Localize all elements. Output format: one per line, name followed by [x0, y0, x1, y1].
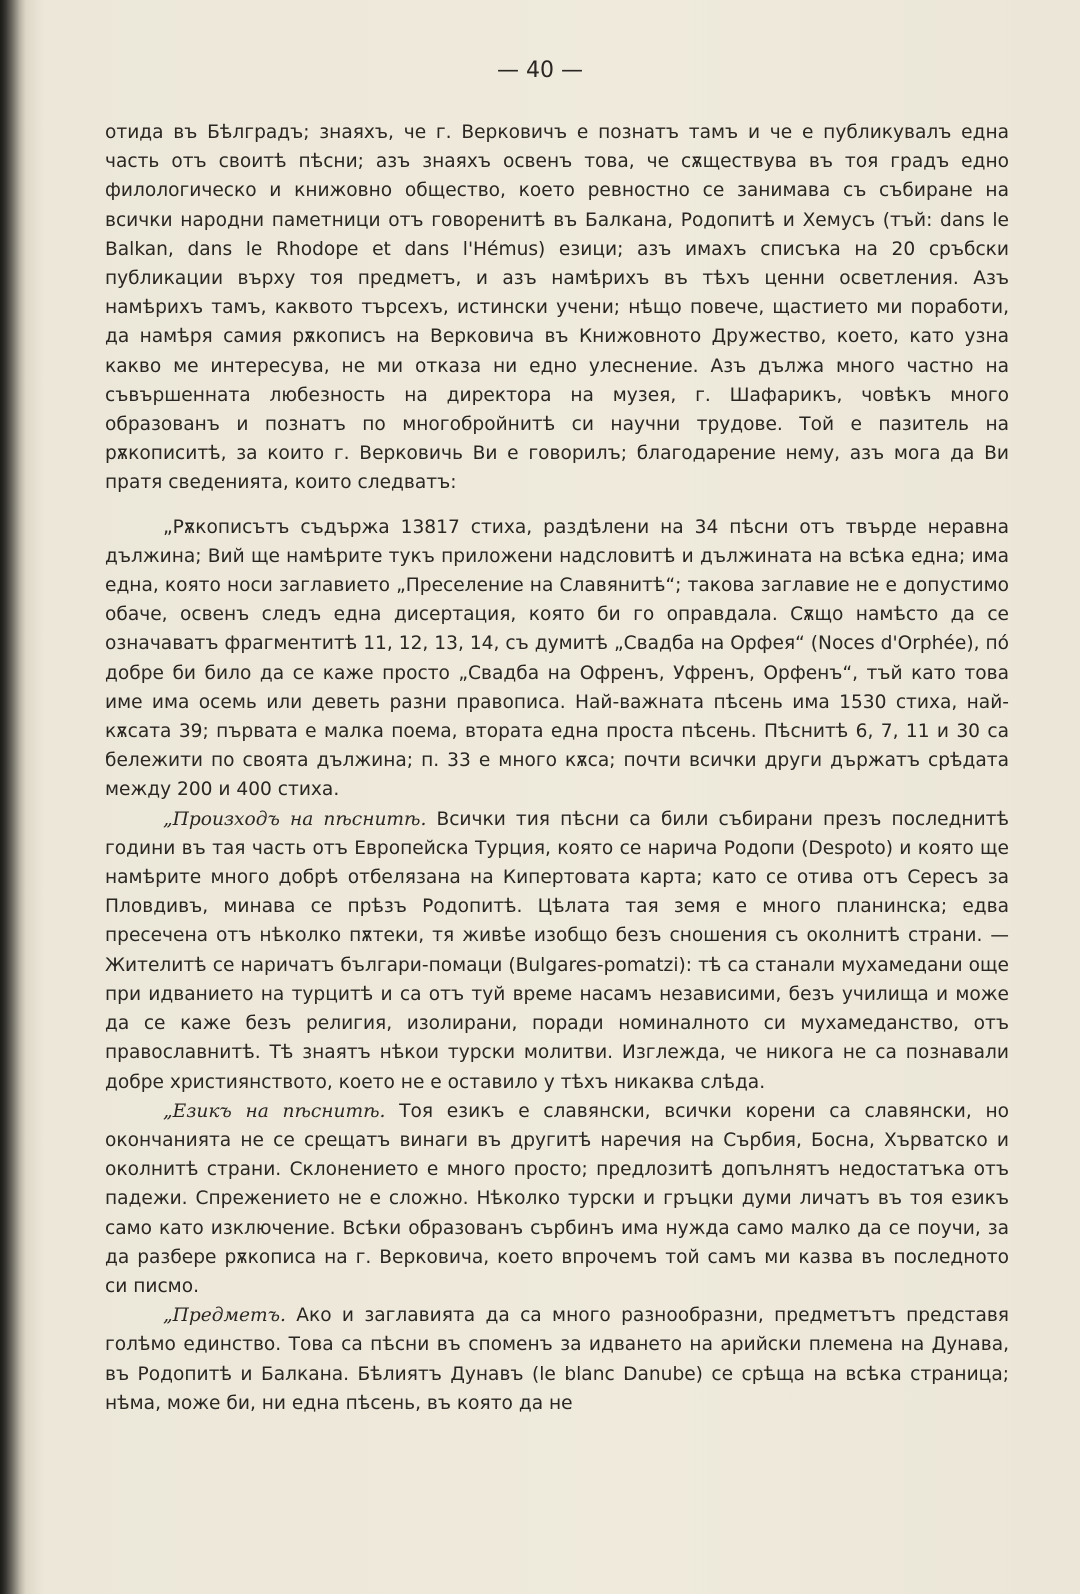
paragraph-3 — [105, 805, 1009, 1097]
body-text — [105, 118, 1009, 1418]
paragraph-4-text: Тоя езикъ е славянски, всички корени са славянски, но окончанията не се срещатъ винаги въ другитѣ наречия на Сърбия, Босна, Хърватско и околнитѣ страни. Склонението е много просто; предлозитѣ допълнятъ недостатъка отъ падежи. Спрежението не е сложно. Нѣколко турски и гръцки думи личатъ въ тоя езикъ само като изключение. Всѣки образованъ сърбинъ има нужда само малко да се поучи, за да разбере рѫкописа на г. Верковича, което впрочемъ той самъ ми казва въ последното си писмо. — [105, 1100, 1009, 1297]
page-number: — 40 — — [497, 58, 583, 83]
paragraph-4-heading: „Езикъ на пѣснитѣ. — [163, 1100, 386, 1122]
paragraph-1-text: отида въ Бѣлградъ; знаяхъ, че г. Верковичъ е познатъ тамъ и че е публикувалъ една часть отъ своитѣ пѣсни; азъ знаяхъ освенъ това, че сѫществува въ тоя градъ едно филологическо и книжовно общество, което ревностно се занимава съ събиране на всички народни паметници отъ говоренитѣ въ Балкана, Родопитѣ и Хемусъ (тъй: dans le Balkan, dans le Rhodope et dans l'Hémus) езици; азъ имахъ списъка на 20 сръбски публикации върху тоя предметъ, и азъ намѣрихъ въ тѣхъ ценни осветления. Азъ намѣрихъ тамъ, каквото търсехъ, истински учени; нѣщо повече, щастието ми поработи, да намѣря самия рѫкописъ на Верковича въ Книжовното Дружество, което, като узна какво ме интересува, не ми отказа ни едно улеснение. Азъ дължа много частно на съвършенната любезность на директора на музея, г. Шафарикъ, човѣкъ много образованъ и познатъ по многобройнитѣ си научни трудове. Той е пазитель на рѫкописитѣ, за които г. Верковичь Ви е говорилъ; благодарение нему, азъ мога да Ви пратя сведенията, които следватъ: — [105, 122, 1009, 494]
binding-gutter — [0, 0, 26, 1594]
paragraph-2 — [105, 513, 1009, 805]
paragraph-2-text: „Рѫкописътъ съдържа 13817 стиха, раздѣлени на 34 пѣсни отъ твърде неравна дължина; Вий ще намѣрите тукъ приложени надсловитѣ и дължината на всѣка една; има една, която носи заглавието „Преселение на Славянитѣ“; такова заглавие не е допустимо обаче, освенъ следъ една дисертация, която би го оправдала. Сѫщо намѣсто да се означаватъ фрагментитѣ 11, 12, 13, 14, съ думитѣ „Свадба на Орфея“ (Noces d'Orphée), пó добре би било да се каже просто „Свадба на Офренъ, Уфренъ, Орфенъ“, тъй като това име има осемь или деветь разни правописа. Най-важната пѣсень има 1530 стиха, най-кѫсата 39; първата е малка поема, втората една проста пѣсень. Пѣснитѣ 6, 7, 11 и 30 са бележити по своята дължина; п. 33 е много кѫса; почти всички други държатъ срѣдата между 200 и 400 стиха. — [105, 516, 1009, 801]
paragraph-5-heading: „Предметъ. — [163, 1305, 286, 1327]
paragraph-5 — [105, 1301, 1009, 1418]
paragraph-5-text: Ако и заглавията да са много разнообразни, предметътъ представя голѣмо единство. Това са пѣсни въ споменъ за идването на арийски племена на Дунава, въ Родопитѣ и Балкана. Бѣлиятъ Дунавъ (le blanc Danube) се срѣща на всѣка страница; нѣма, може би, ни една пѣсень, въ която да не — [105, 1305, 1009, 1414]
paragraph-4 — [105, 1097, 1009, 1301]
paragraph-3-heading: „Произходъ на пѣснитѣ. — [163, 808, 427, 830]
paragraph-1 — [105, 118, 1009, 498]
paragraph-3-text: Всички тия пѣсни са били събирани презъ последнитѣ години въ тая часть отъ Европейска Турция, която се нарича Родопи (Despoto) и която ще намѣрите много добрѣ отбелязана на Кипертовата карта; като се отива отъ Сересъ за Пловдивъ, минава се прѣзъ Родопитѣ. Цѣлата тая земя е много планинска; едва пресечена отъ нѣколко пѫтеки, тя живѣе изобщо безъ сношения съ околнитѣ страни. — Жителитѣ се наричатъ българи-помаци (Bulgares-pomatzi): тѣ са станали мухамедани още при идванието на турцитѣ и са отъ туй време насамъ независими, безъ училища и може да се каже безъ религия, изолирани, поради номиналното си мухамеданство, отъ православнитѣ. Тѣ знаятъ нѣкои турски молитви. Изглежда, че никога не са познавали добре християнството, което не е оставило у тѣхъ никаква слѣда. — [105, 808, 1009, 1093]
